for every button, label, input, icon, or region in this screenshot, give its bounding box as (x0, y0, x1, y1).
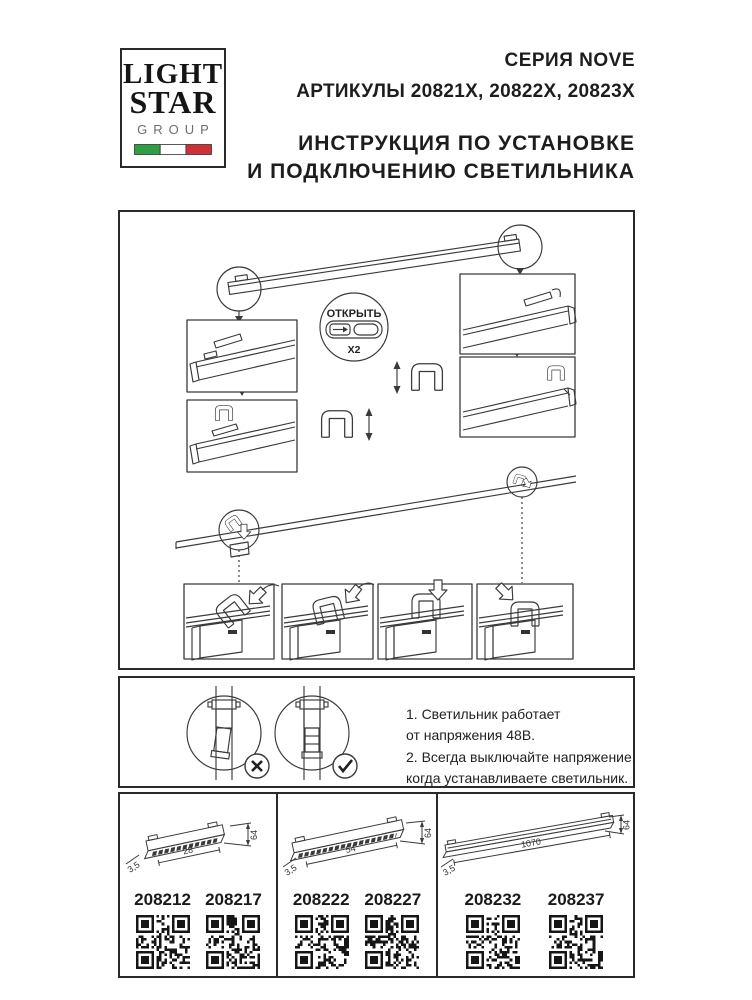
product-drawing-1070 (437, 797, 632, 889)
article-number: 208232 (464, 890, 522, 909)
logo-word-group: GROUP (137, 121, 215, 137)
step-box-1 (184, 583, 279, 660)
qr-code (466, 915, 520, 969)
detail-box-right-2 (460, 357, 576, 437)
series-label: СЕРИЯ NOVE (504, 50, 635, 71)
mount-clip-icon (394, 361, 443, 394)
article-number: 208217 (205, 890, 262, 909)
dim-depth-label: 3,5 (441, 862, 457, 878)
detail-box-right-1 (460, 274, 576, 354)
detail-box-left-2 (187, 400, 297, 472)
article-number: 208212 (134, 890, 191, 909)
arrow-updown-icon (394, 361, 401, 394)
safety-notes (406, 704, 636, 789)
dim-depth-label: 3,5 (282, 862, 299, 878)
note-line-4: когда устанавливаете светильник. (406, 769, 629, 786)
arrow-updown-icon (366, 408, 373, 441)
article-number: 208237 (547, 890, 605, 909)
open-latch-slider-icon (326, 321, 382, 338)
note-line-2: от напряжения 48В. (406, 727, 536, 744)
article-number: 208222 (292, 890, 350, 909)
dim-length-label: 1070 (520, 836, 542, 850)
logo-word-star: STAR (129, 84, 217, 121)
detail-box-left-1 (187, 320, 297, 392)
qr-code (136, 915, 190, 969)
qr-code (549, 915, 603, 969)
dim-height-label: 64 (621, 819, 632, 831)
installation-diagram-panel (118, 210, 635, 670)
italy-flag-icon (134, 144, 212, 155)
step-box-4 (477, 579, 573, 660)
dim-length-label: 28 (181, 844, 194, 857)
product-drawing-28 (120, 797, 276, 889)
lightstar-logo (120, 48, 226, 168)
note-line-1: 1. Светильник работает (406, 706, 561, 722)
page-title (247, 130, 635, 185)
step-box-2 (282, 581, 374, 660)
dim-length-label: 54 (344, 843, 357, 855)
track-rail-bottom (176, 476, 576, 557)
product-variant-3 (436, 794, 631, 976)
open-step-callout (320, 293, 388, 361)
correct-connection-diagram (275, 686, 357, 780)
mount-clip-icon (322, 408, 373, 441)
open-label: ОТКРЫТЬ (326, 308, 382, 320)
article-number: 208227 (364, 890, 422, 909)
title-line-1: ИНСТРУКЦИЯ ПО УСТАНОВКЕ (298, 132, 635, 155)
qr-code (295, 915, 349, 969)
articles-label: АРТИКУЛЫ 20821X, 20822X, 20823X (296, 81, 635, 102)
document-header (247, 50, 635, 185)
product-variant-1 (120, 794, 276, 976)
wrong-connection-diagram (187, 686, 269, 780)
dim-height-label: 64 (423, 827, 433, 839)
safety-notes-panel (118, 676, 635, 788)
connection-examples (120, 678, 400, 786)
title-line-2: И ПОДКЛЮЧЕНИЮ СВЕТИЛЬНИКА (247, 159, 635, 183)
product-variant-2 (276, 794, 436, 976)
note-line-3: 2. Всегда выключайте напряжение, (406, 748, 636, 765)
clip-callout-right (507, 467, 537, 497)
logo-word-light: LIGHT (122, 58, 224, 91)
qr-code (206, 915, 260, 969)
product-variants-panel (118, 792, 635, 978)
open-count-label: X2 (347, 344, 361, 356)
step-box-3 (378, 580, 472, 660)
dim-height-label: 64 (249, 829, 259, 841)
product-drawing-54 (278, 797, 436, 889)
qr-code (365, 915, 419, 969)
installation-diagram (120, 212, 633, 668)
dim-depth-label: 3,5 (125, 859, 142, 875)
